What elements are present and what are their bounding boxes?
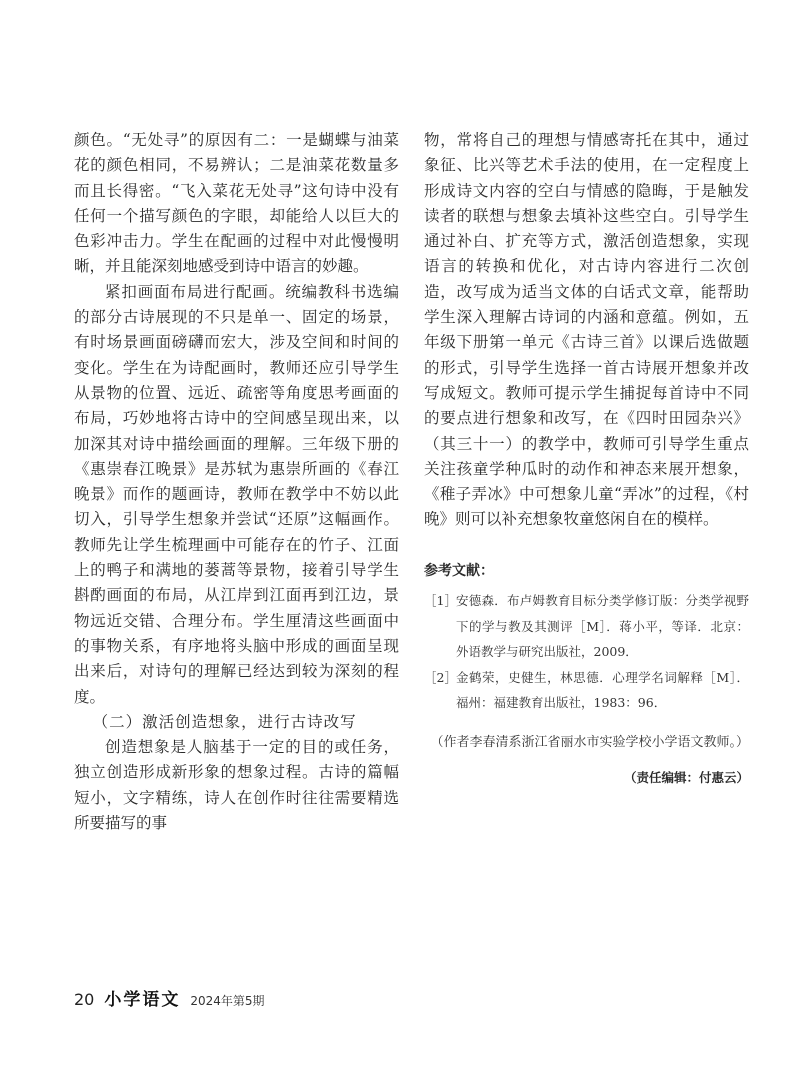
author-note: （作者李春清系浙江省丽水市实验学校小学语文教师。） [430, 734, 749, 750]
body-paragraph: 物，常将自己的理想与情感寄托在其中，通过象征、比兴等艺术手法的使用，在一定程度上形成诗文内容的空白与情感的隐晦，于是触发读者的联想与想象去填补这些空白。引导学生通过补白、扩充等方式，激活创造想象，实现语言的转换和优化，对古诗内容进行二次创造，改写成为适当文体的白话式文章，能帮助学生深入理解古诗词的内涵和意蕴。例如，五年级下册第一单元《古诗三首》以课后选做题的形式，引导学生选择一首古诗展开想象并改写成短文。教师可提示学生捕捉每首诗中不同的要点进行想象和改写，在《四时田园杂兴》（其三十一）的教学中，教师可引导学生重点关注孩童学种瓜时的动作和神态来展开想象，《稚子弄冰》中可想象儿童“弄冰”的过程，《村晚》则可以补充想象牧童悠闲自在的模样。 [424, 131, 749, 529]
reference-number: ［2］ [424, 669, 457, 685]
reference-item [424, 588, 749, 665]
body-paragraph: 紧扣画面布局进行配画。统编教科书选编的部分古诗展现的不只是单一、固定的场景，有时场景画面磅礴而宏大，涉及空间和时间的变化。学生在为诗配画时，教师还应引导学生从景物的位置、远近、疏密等角度思考画面的布局，巧妙地将古诗中的空间感呈现出来，以加深其对诗中描绘画面的理解。三年级下册的《惠崇春江晚景》是苏轼为惠崇所画的《春江晚景》而作的题画诗，教师在教学中不妨以此切入，引导学生想象并尝试“还原”这幅画作。教师先让学生梳理画中可能存在的竹子、江面上的鸭子和满地的蒌蒿等景物，接着引导学生斟酌画面的布局，从江岸到江面再到江边，景物远近交错、合理分布。学生厘清这些画面中的事物关系，有序地将头脑中形成的画面呈现出来后，对诗句的理解已经达到较为深刻的程度。 [74, 282, 399, 706]
page-footer [74, 985, 265, 1010]
issue-label: 2024年第5期 [190, 994, 265, 1008]
journal-logo: 小学语文 [104, 990, 181, 1010]
reference-number: ［1］ [424, 593, 457, 609]
right-column [424, 128, 749, 790]
reference-text: 金鹤荣，史健生，林思德．心理学名词解释［M］．福州：福建教育出版社，1983：96． [456, 669, 749, 711]
reference-item [424, 665, 749, 716]
section-subheading: （二）激活创造想象，进行古诗改写 [92, 712, 357, 731]
editor-note: （责任编辑：付惠云） [623, 769, 749, 785]
left-column [74, 128, 399, 836]
references-list [424, 588, 749, 716]
body-paragraph: 创造想象是人脑基于一定的目的或任务，独立创造形成新形象的想象过程。古诗的篇幅短小，文字精练，诗人在创作时往往需要精选所要描写的事 [74, 738, 399, 833]
reference-text: 安德森．布卢姆教育目标分类学修订版：分类学视野下的学与教及其测评［M］．蒋小平，等译．北京：外语教学与研究出版社，2009． [456, 593, 749, 660]
page-number: 20 [74, 990, 95, 1009]
body-paragraph: 颜色。“无处寻”的原因有二：一是蝴蝶与油菜花的颜色相同，不易辨认；二是油菜花数量多而且长得密。“飞入菜花无处寻”这句诗中没有任何一个描写颜色的字眼，却能给人以巨大的色彩冲击力。学生在配画的过程中对此慢慢明晰，并且能深刻地感受到诗中语言的妙趣。 [74, 131, 399, 276]
references-title: 参考文献： [424, 562, 494, 579]
